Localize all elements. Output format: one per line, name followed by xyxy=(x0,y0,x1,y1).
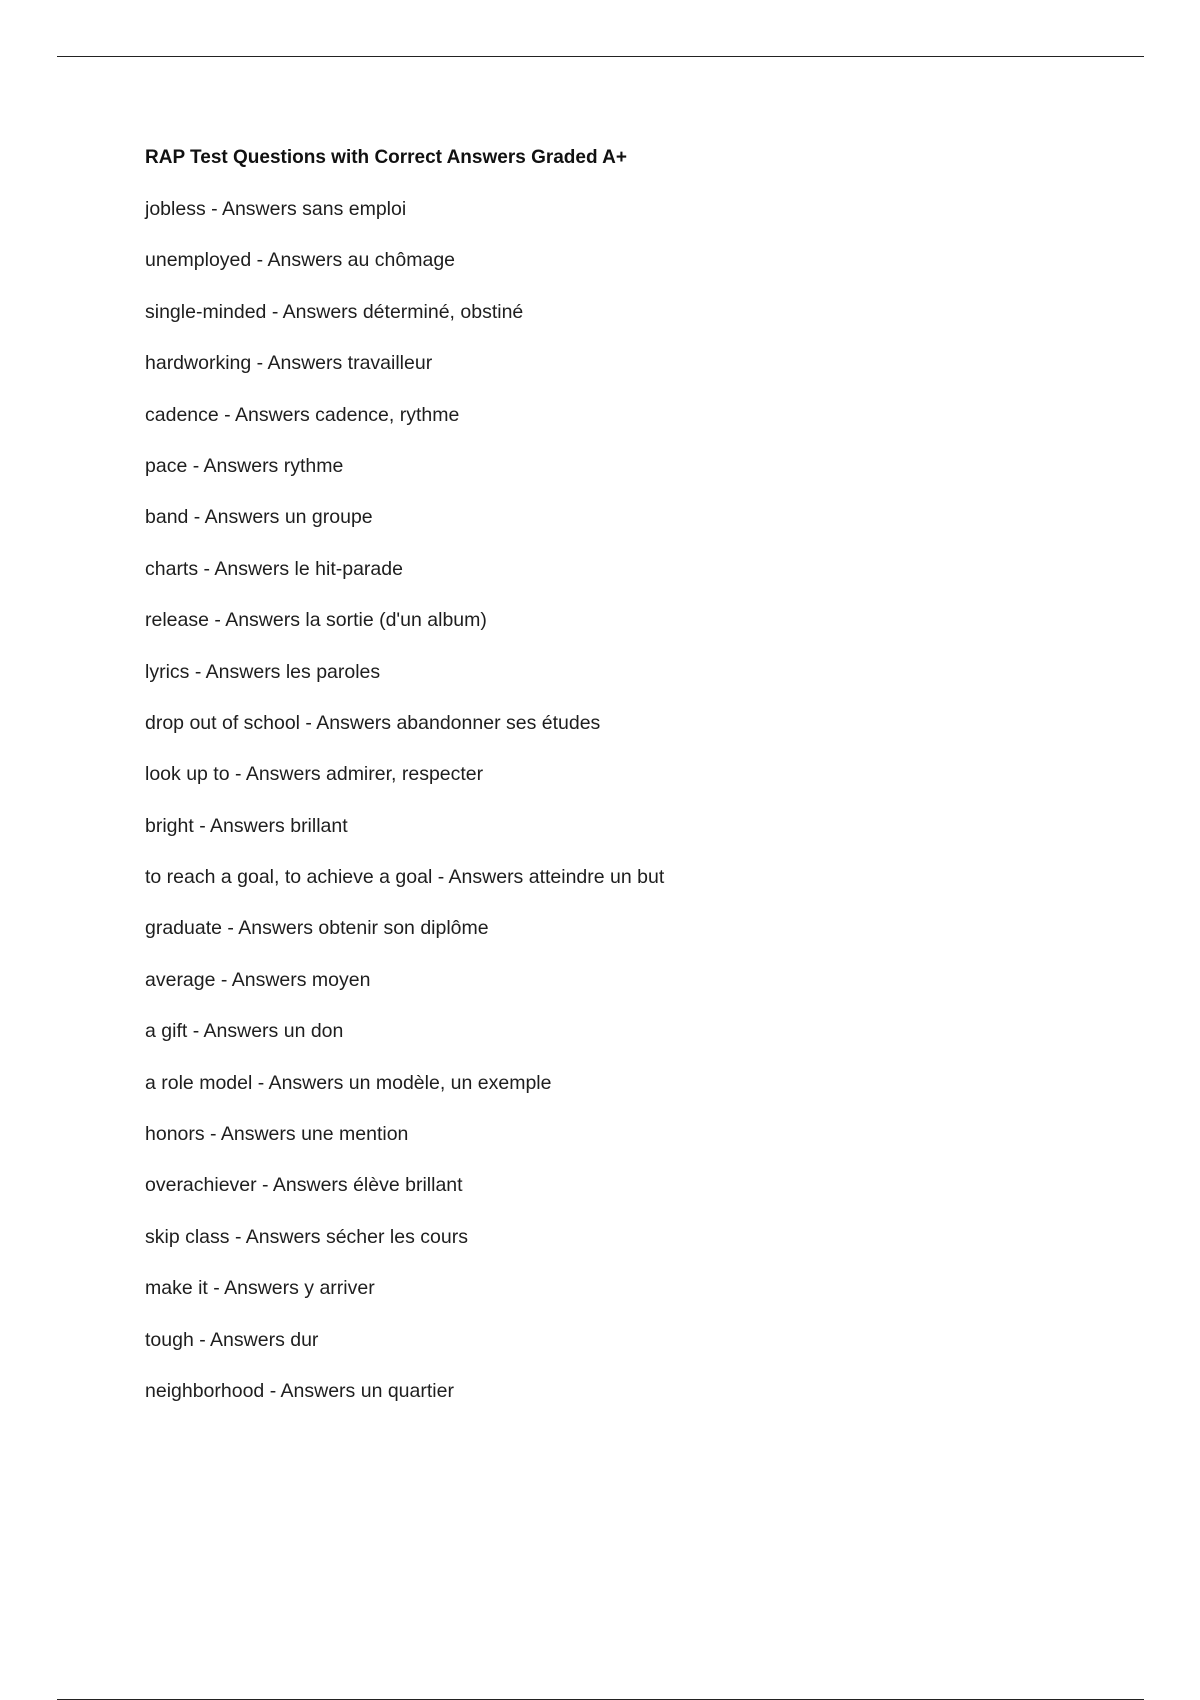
qa-item: honors - Answers une mention xyxy=(145,1123,409,1146)
document-body xyxy=(145,146,1095,1403)
qa-item: skip class - Answers sécher les cours xyxy=(145,1225,468,1248)
qa-item: pace - Answers rythme xyxy=(145,454,344,477)
qa-item: band - Answers un groupe xyxy=(145,506,373,529)
qa-item: hardworking - Answers travailleur xyxy=(145,352,433,375)
qa-item: make it - Answers y arriver xyxy=(145,1277,375,1300)
qa-item: charts - Answers le hit-parade xyxy=(145,557,403,580)
qa-item: graduate - Answers obtenir son diplôme xyxy=(145,917,489,940)
qa-item: bright - Answers brillant xyxy=(145,814,348,837)
qa-item: drop out of school - Answers abandonner ses études xyxy=(145,711,601,734)
qa-item: to reach a goal, to achieve a goal - Answers atteindre un but xyxy=(145,866,665,889)
qa-item: neighborhood - Answers un quartier xyxy=(145,1379,454,1402)
header-rule xyxy=(57,56,1144,57)
qa-item: lyrics - Answers les paroles xyxy=(145,660,381,683)
qa-item: look up to - Answers admirer, respecter xyxy=(145,763,484,786)
qa-list xyxy=(145,197,1095,1403)
qa-item: release - Answers la sortie (d'un album) xyxy=(145,609,487,632)
document-title: RAP Test Questions with Correct Answers Graded A+ xyxy=(145,147,627,168)
qa-item: a role model - Answers un modèle, un exemple xyxy=(145,1071,552,1094)
qa-item: unemployed - Answers au chômage xyxy=(145,249,456,272)
qa-item: jobless - Answers sans emploi xyxy=(145,198,407,220)
qa-item: tough - Answers dur xyxy=(145,1328,319,1351)
qa-item: single-minded - Answers déterminé, obstiné xyxy=(145,300,524,323)
qa-item: cadence - Answers cadence, rythme xyxy=(145,403,460,426)
qa-item: overachiever - Answers élève brillant xyxy=(145,1174,463,1197)
qa-item: a gift - Answers un don xyxy=(145,1020,344,1043)
qa-item: average - Answers moyen xyxy=(145,968,371,991)
